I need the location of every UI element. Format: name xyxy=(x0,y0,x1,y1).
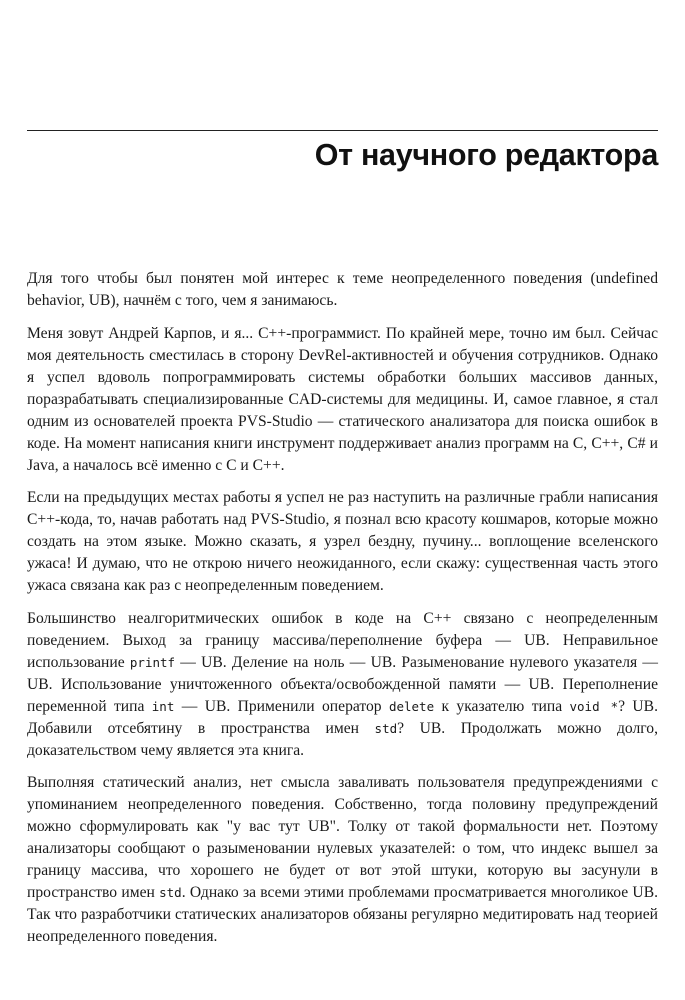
inline-code: std xyxy=(159,885,182,900)
text-run: ? UB. Продолжать можно долго, доказательством чему является эта книга. xyxy=(27,719,658,759)
text-run: Выполняя статический анализ, нет смысла заваливать пользователя предупреждениями с упоминанием неопределенного поведения. Собственно, тогда половину предупреждений можно сформулировать как "у вас тут UB". Толку от такой формальности нет. Поэтому анализаторы сообщают о разыменовании нулевых указателей: о том, что индекс вышел за границу массива, что хорошего не будет от вот этой штуки, которую вы засунули в пространство имен xyxy=(27,774,658,901)
text-run: Для того чтобы был понятен мой интерес к теме неопределенного поведения (undefined behavior, UB), начнём с того, чем я занимаюсь. xyxy=(27,270,658,309)
inline-code: delete xyxy=(388,698,435,714)
text-run: ? UB. Добавили отсебятину в пространства имен xyxy=(27,697,658,737)
text-run: . Однако за всеми этими проблемами просматривается многоликое UB. Так что разработчики статических анализаторов обязаны регулярно медитировать над теорией неопределенного поведения. xyxy=(27,884,658,945)
paragraph xyxy=(27,487,658,597)
text-run: Меня зовут Андрей Карпов, и я... C++-программист. По крайней мере, точно им был. Сейчас моя деятельность сместилась в сторону DevRel-активностей и обучения сотрудников. Однако я успел вдоволь попрограммировать системы обработки больших массивов данных, поразрабатывать специализированные CAD-системы для медицины. И, самое главное, я стал одним из основателей проекта PVS-Studio — статического анализатора для поиска ошибок в коде. На момент написания книги инструмент поддерживает анализ программ на C, C++, C# и Java, а началось всё именно с C и C++. xyxy=(27,324,658,474)
body-text xyxy=(27,268,658,959)
inline-code: int xyxy=(151,698,175,714)
text-run: к указателю типа xyxy=(434,697,570,715)
text-run: Если на предыдущих местах работы я успел не раз наступить на различные грабли написания C++-кода, то, начав работать над PVS-Studio, я познал всю красоту кошмаров, которые можно создать на этом языке. Можно сказать, я узрел бездну, пучину... воплощение вселенского ужаса! И думаю, что не открою ничего неожиданного, если скажу: существенная часть этого ужаса связана как раз с неопределенным поведением. xyxy=(27,489,658,594)
header-rule xyxy=(27,130,658,131)
inline-code: std xyxy=(374,720,398,736)
text-run: — UB. Деление на ноль — UB. Разыменование нулевого указателя — UB. Использование уничтоженного объекта/освобожденной памяти — UB. Переполнение переменной типа xyxy=(27,653,658,715)
paragraph xyxy=(27,323,658,477)
chapter-title: От научного редактора xyxy=(314,138,658,172)
inline-code: printf xyxy=(129,654,176,670)
text-run: — UB. Применили оператор xyxy=(174,697,389,715)
paragraph xyxy=(27,268,658,312)
paragraph xyxy=(27,608,658,762)
inline-code: void * xyxy=(569,698,619,714)
paragraph xyxy=(27,772,658,948)
text-run: Большинство неалгоритмических ошибок в коде на C++ связано с неопределенным поведением. Выход за границу массива/переполнение буфера — UB. Неправильное использование xyxy=(27,609,658,671)
